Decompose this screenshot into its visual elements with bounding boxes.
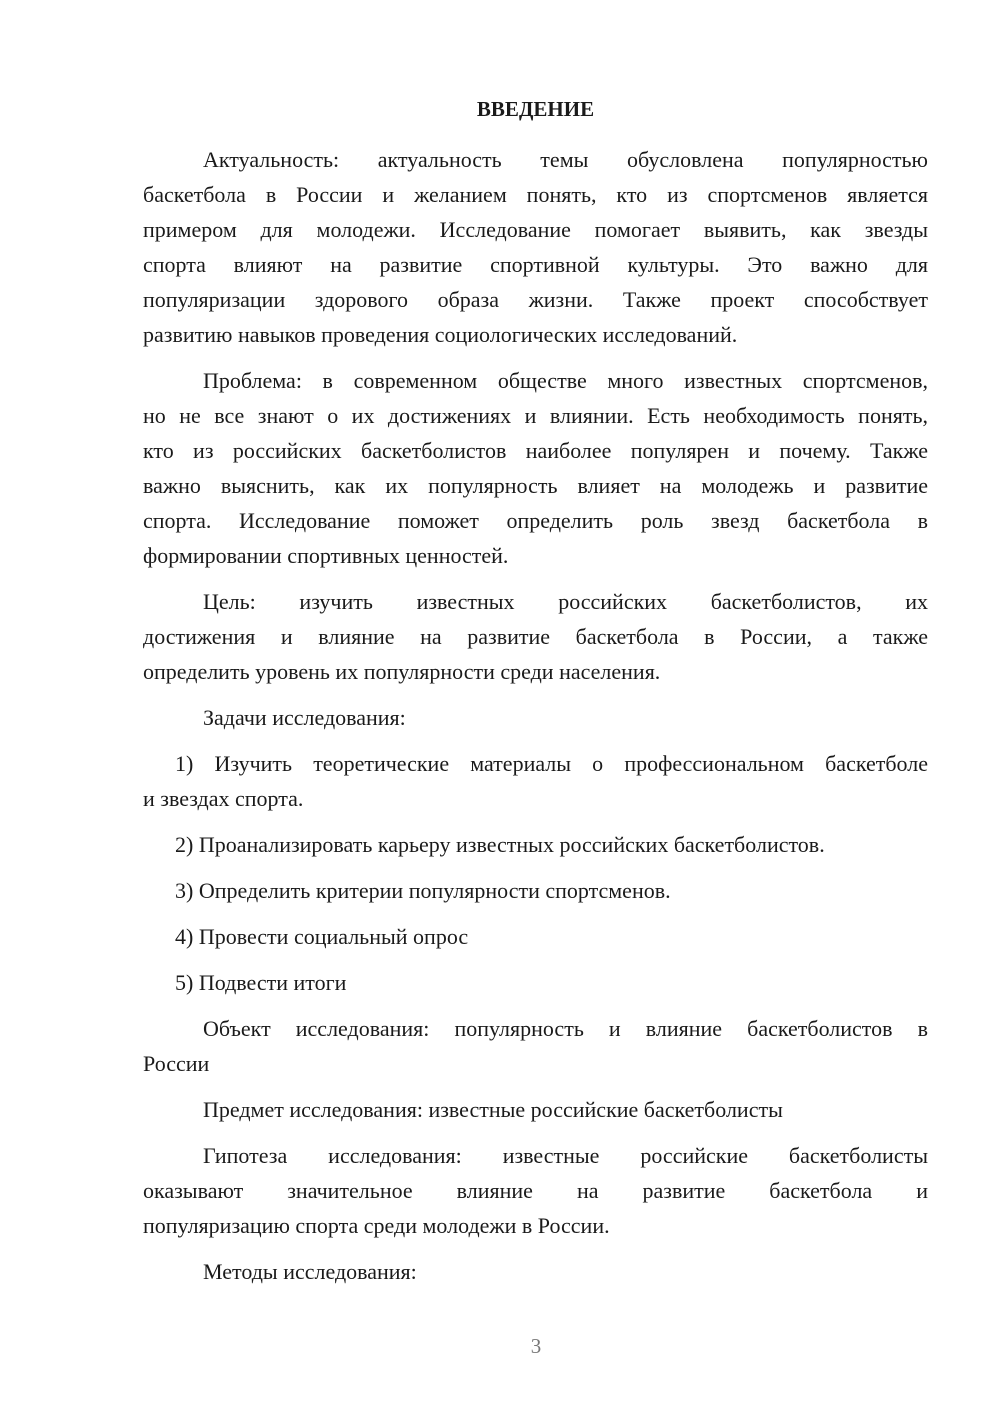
list-item — [143, 827, 928, 862]
paragraph — [143, 1092, 928, 1127]
text-line: 2) Проанализировать карьеру известных российских баскетболистов. — [175, 832, 825, 857]
text-line: достижения и влияние на развитие баскетбола в России, а также — [143, 624, 928, 649]
document-page — [143, 92, 928, 1300]
text-line: Цель: изучить известных российских баскетболистов, их — [203, 589, 928, 614]
text-line: важно выяснить, как их популярность влияет на молодежь и развитие — [143, 473, 928, 498]
text-line: 5) Подвести итоги — [175, 970, 347, 995]
text-line: но не все знают о их достижениях и влиянии. Есть необходимость понять, — [143, 403, 928, 428]
text-line: Задачи исследования: — [203, 705, 406, 730]
page-number: 3 — [530, 1334, 542, 1358]
paragraph — [143, 363, 928, 573]
text-line: популяризацию спорта среди молодежи в России. — [143, 1213, 610, 1238]
text-line: примером для молодежи. Исследование помогает выявить, как звезды — [143, 217, 928, 242]
text-line: России — [143, 1051, 210, 1076]
paragraph — [143, 1138, 928, 1243]
list-item — [143, 965, 928, 1000]
paragraph — [143, 142, 928, 352]
text-line: 3) Определить критерии популярности спортсменов. — [175, 878, 671, 903]
text-line: Актуальность: актуальность темы обусловлена популярностью — [203, 147, 928, 172]
text-line: спорта. Исследование поможет определить роль звезд баскетбола в — [143, 508, 928, 533]
list-item — [143, 746, 928, 816]
text-line: 1) Изучить теоретические материалы о профессиональном баскетболе — [175, 751, 928, 776]
text-line: оказывают значительное влияние на развитие баскетбола и — [143, 1178, 928, 1203]
text-line: спорта влияют на развитие спортивной культуры. Это важно для — [143, 252, 928, 277]
paragraph — [143, 1011, 928, 1081]
text-line: формировании спортивных ценностей. — [143, 543, 509, 568]
list-item — [143, 873, 928, 908]
text-line: Проблема: в современном обществе много известных спортсменов, — [203, 368, 928, 393]
text-line: баскетбола в России и желанием понять, кто из спортсменов является — [143, 182, 928, 207]
text-line: Объект исследования: популярность и влияние баскетболистов в — [203, 1016, 928, 1041]
text-line: популяризации здорового образа жизни. Также проект способствует — [143, 287, 928, 312]
section-title: ВВЕДЕНИЕ — [476, 97, 595, 121]
text-line: Гипотеза исследования: известные российские баскетболисты — [203, 1143, 928, 1168]
paragraph — [143, 1254, 928, 1289]
text-line: Предмет исследования: известные российские баскетболисты — [203, 1097, 783, 1122]
text-line: развитию навыков проведения социологических исследований. — [143, 322, 738, 347]
text-line: кто из российских баскетболистов наиболее популярен и почему. Также — [143, 438, 928, 463]
list-item — [143, 919, 928, 954]
text-line: Методы исследования: — [203, 1259, 417, 1284]
paragraph — [143, 584, 928, 689]
paragraph — [143, 700, 928, 735]
text-line: и звездах спорта. — [143, 786, 304, 811]
text-line: 4) Провести социальный опрос — [175, 924, 469, 949]
document-body — [143, 142, 928, 1289]
text-line: определить уровень их популярности среди населения. — [143, 659, 661, 684]
